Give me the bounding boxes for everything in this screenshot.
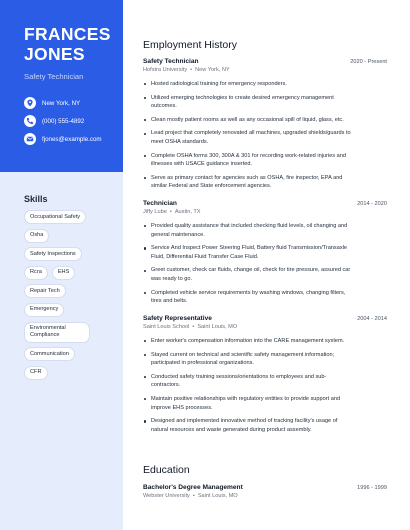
skills-section xyxy=(0,172,123,384)
degree-title: Bachelor's Degree Management xyxy=(143,484,243,491)
phone-icon xyxy=(24,115,36,127)
separator-dot: • xyxy=(190,67,193,73)
email-icon xyxy=(24,133,36,145)
job-location: Austin, TX xyxy=(174,209,201,215)
job-dates: 2014 - 2020 xyxy=(357,201,387,207)
contact-email-text[interactable]: fjones@example.com xyxy=(42,135,102,143)
bullet-item: Completed vehicle service requirements by washing windows, changing filters, tires and belts. xyxy=(143,289,353,306)
job-bullets xyxy=(143,337,387,434)
first-name: FRANCES xyxy=(24,24,111,44)
skill-tag: Osha xyxy=(24,229,49,243)
job-company: Saint Louis School xyxy=(143,324,190,330)
skill-tag: Safety Inspections xyxy=(24,247,82,261)
education-dates: 1996 - 1999 xyxy=(357,485,387,491)
last-name: JONES xyxy=(24,44,85,64)
job-title: Technician xyxy=(143,200,177,207)
job-company-line xyxy=(143,67,387,73)
education-entry xyxy=(143,484,387,499)
job-title: Safety Representative xyxy=(143,315,212,322)
main-content xyxy=(143,0,387,530)
job-company: Hofstra University xyxy=(143,67,188,73)
job-header xyxy=(143,315,387,322)
skill-list xyxy=(24,210,104,384)
contact-location-text: New York, NY xyxy=(42,99,81,107)
bullet-item: Designed and implemented innovative method of tracking facility's usage of natural resources and waste generated during product assembly. xyxy=(143,417,353,434)
bullet-item: Complete OSHA forms 300, 300A & 301 for recording work-related injuries and illnesses with USACE guidance inserted. xyxy=(143,152,353,169)
skill-tag: EHS xyxy=(52,266,76,280)
education-heading: Education xyxy=(143,464,190,476)
job-title-subtitle: Safety Technician xyxy=(24,72,84,81)
bullet-item: Utilized emerging technologies to create desired emergency management outcomes. xyxy=(143,94,353,111)
bullet-item: Stayed current on technical and scientific safety management information; participated in professional organizations. xyxy=(143,351,353,368)
contact-email[interactable] xyxy=(24,133,123,145)
skill-tag: Repair Tech xyxy=(24,284,66,298)
skill-tag: Environmental Compliance xyxy=(24,322,90,343)
location-pin-icon xyxy=(24,97,36,109)
job-company-line xyxy=(143,209,387,215)
bullet-item: Lead project that completely renovated all machines, upgraded shields/guards to meet OSHA standards. xyxy=(143,129,353,146)
skill-tag: Emergency xyxy=(24,303,64,317)
skill-tag: CFR xyxy=(24,366,48,380)
school-name: Webster University xyxy=(143,493,190,499)
separator-dot: • xyxy=(192,324,195,330)
skill-tag: Rcra xyxy=(24,266,48,280)
profile-header xyxy=(0,0,123,172)
employment-heading: Employment History xyxy=(143,39,237,51)
job-entry xyxy=(143,58,387,196)
bullet-item: Greet customer, check car fluids, change oil, check for tire pressure, assured car was ready to go. xyxy=(143,266,353,283)
separator-dot: • xyxy=(192,493,195,499)
bullet-item: Hosted radiological training for emergency responders. xyxy=(143,80,353,89)
contact-location xyxy=(24,97,123,109)
contact-phone-text: (000) 555-4892 xyxy=(42,117,85,125)
job-header xyxy=(143,58,387,65)
job-bullets xyxy=(143,80,387,191)
bullet-item: Enter worker's compensation information into the CARE management system. xyxy=(143,337,353,346)
skills-heading: Skills xyxy=(24,194,48,204)
bullet-item: Provided quality assistance that included checking fluid levels, oil changing and general maintenance. xyxy=(143,222,353,239)
separator-dot: • xyxy=(169,209,172,215)
skill-tag: Occupational Safety xyxy=(24,210,86,224)
job-bullets xyxy=(143,222,387,306)
education-header xyxy=(143,484,387,491)
bullet-item: Maintain positive relationships with regulatory entities to provide support and improve EHS processes. xyxy=(143,395,353,412)
bullet-item: Service And Inspect Power Steering Fluid, Battery fluid Transmission/Transaxle Fluid, Differential Fluid Transfer Case Fluid. xyxy=(143,244,353,261)
education-school-line xyxy=(143,493,387,499)
bullet-item: Conducted safety training sessions/orientations to employees and sub-contractors. xyxy=(143,373,353,390)
job-location: New York, NY xyxy=(195,67,230,73)
job-title: Safety Technician xyxy=(143,58,199,65)
job-company: Jiffy Lube xyxy=(143,209,167,215)
job-dates: 2020 - Present xyxy=(350,59,387,65)
contact-phone xyxy=(24,115,123,127)
job-dates: 2004 - 2014 xyxy=(357,316,387,322)
contact-list xyxy=(24,97,123,145)
bullet-item: Serve as primary contact for agencies such as OSHA, fire inspector, EPA and similar Federal and State enforcement agencies. xyxy=(143,174,353,191)
sidebar xyxy=(0,0,123,530)
skill-tag: Communication xyxy=(24,347,75,361)
bullet-item: Clean mostly patient rooms as well as any occasional spill of liquid, glass, etc. xyxy=(143,116,353,125)
job-company-line xyxy=(143,324,387,330)
job-entry xyxy=(143,315,387,439)
school-location: Saint Louis, MO xyxy=(197,493,238,499)
job-location: Saint Louis, MO xyxy=(197,324,238,330)
job-entry xyxy=(143,200,387,311)
job-header xyxy=(143,200,387,207)
